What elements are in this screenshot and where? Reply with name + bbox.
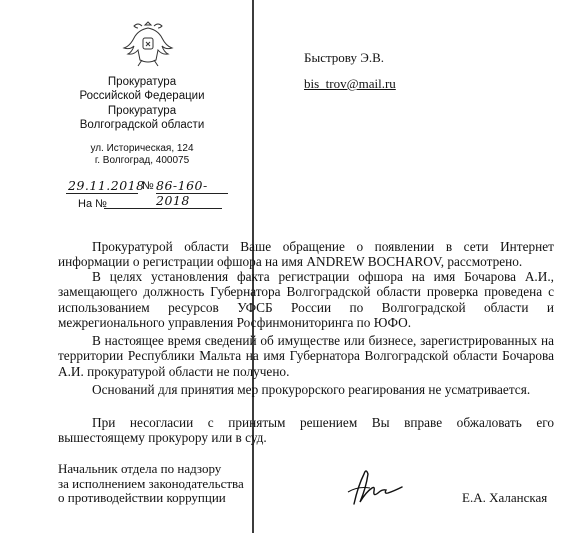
body-paragraph-5: При несогласии с принятым решением Вы вправе обжаловать его вышестоящему прокурору или в суд. [58,415,554,446]
handwritten-date: 29.11.2018 [68,178,145,193]
org-regional-line2: Волгоградской области [79,119,205,131]
body-paragraph-3: В настоящее время сведений об имуществе или бизнесе, зарегистрированных на территории Республики Мальта на имя Губернатора Волгоградской области Бочарова А.И. прокуратурой области не получено. [58,333,554,379]
number-underline [156,193,228,194]
signer-name: Е.А. Халанская [462,490,548,505]
address-line2: г. Волгоград, 400075 [94,155,190,166]
recipient-email: bis_trov@mail.ru [304,76,396,91]
signer-title-line1: Начальник отдела по надзору [58,461,222,476]
org-address [42,143,242,167]
org-name-federal [42,75,242,103]
body-paragraph-4: Оснований для принятия мер прокурорского реагирования не усматривается. [92,382,531,397]
org-regional-line1: Прокуратура [107,105,177,117]
reference-label: На № [78,198,107,210]
org-name-regional [42,104,242,132]
signer-title-line3: о противодействии коррупции [58,490,226,505]
handwritten-signature [340,462,412,512]
recipient-name: Быстрову Э.В. [304,50,385,65]
signer-title [58,462,244,506]
handwritten-number: 86-160-2018 [156,178,208,208]
date-underline [66,193,138,194]
body-paragraph-2: В целях установления факта регистрации офшора на имя Бочарова А.И., замещающего должность Губернатора Волгоградской области проверка проведена с использованием ресурсов УФСБ России по Волгоградской области и межрегионального управления Росфинмониторинга по ЮФО. [58,269,554,331]
reference-underline [104,208,222,209]
signer-title-line2: за исполнением законодательства [58,475,244,491]
org-federal-line2: Российской Федерации [79,90,205,102]
coat-of-arms-icon [120,18,176,68]
address-line1: ул. Историческая, 124 [90,143,194,154]
number-prefix: № [142,180,154,192]
body-paragraph-1: Прокуратурой области Ваше обращение о появлении в сети Интернет информации о регистрации офшора на имя ANDREW BOCHAROV, рассмотрено. [58,239,554,270]
org-federal-line1: Прокуратура [107,76,177,88]
